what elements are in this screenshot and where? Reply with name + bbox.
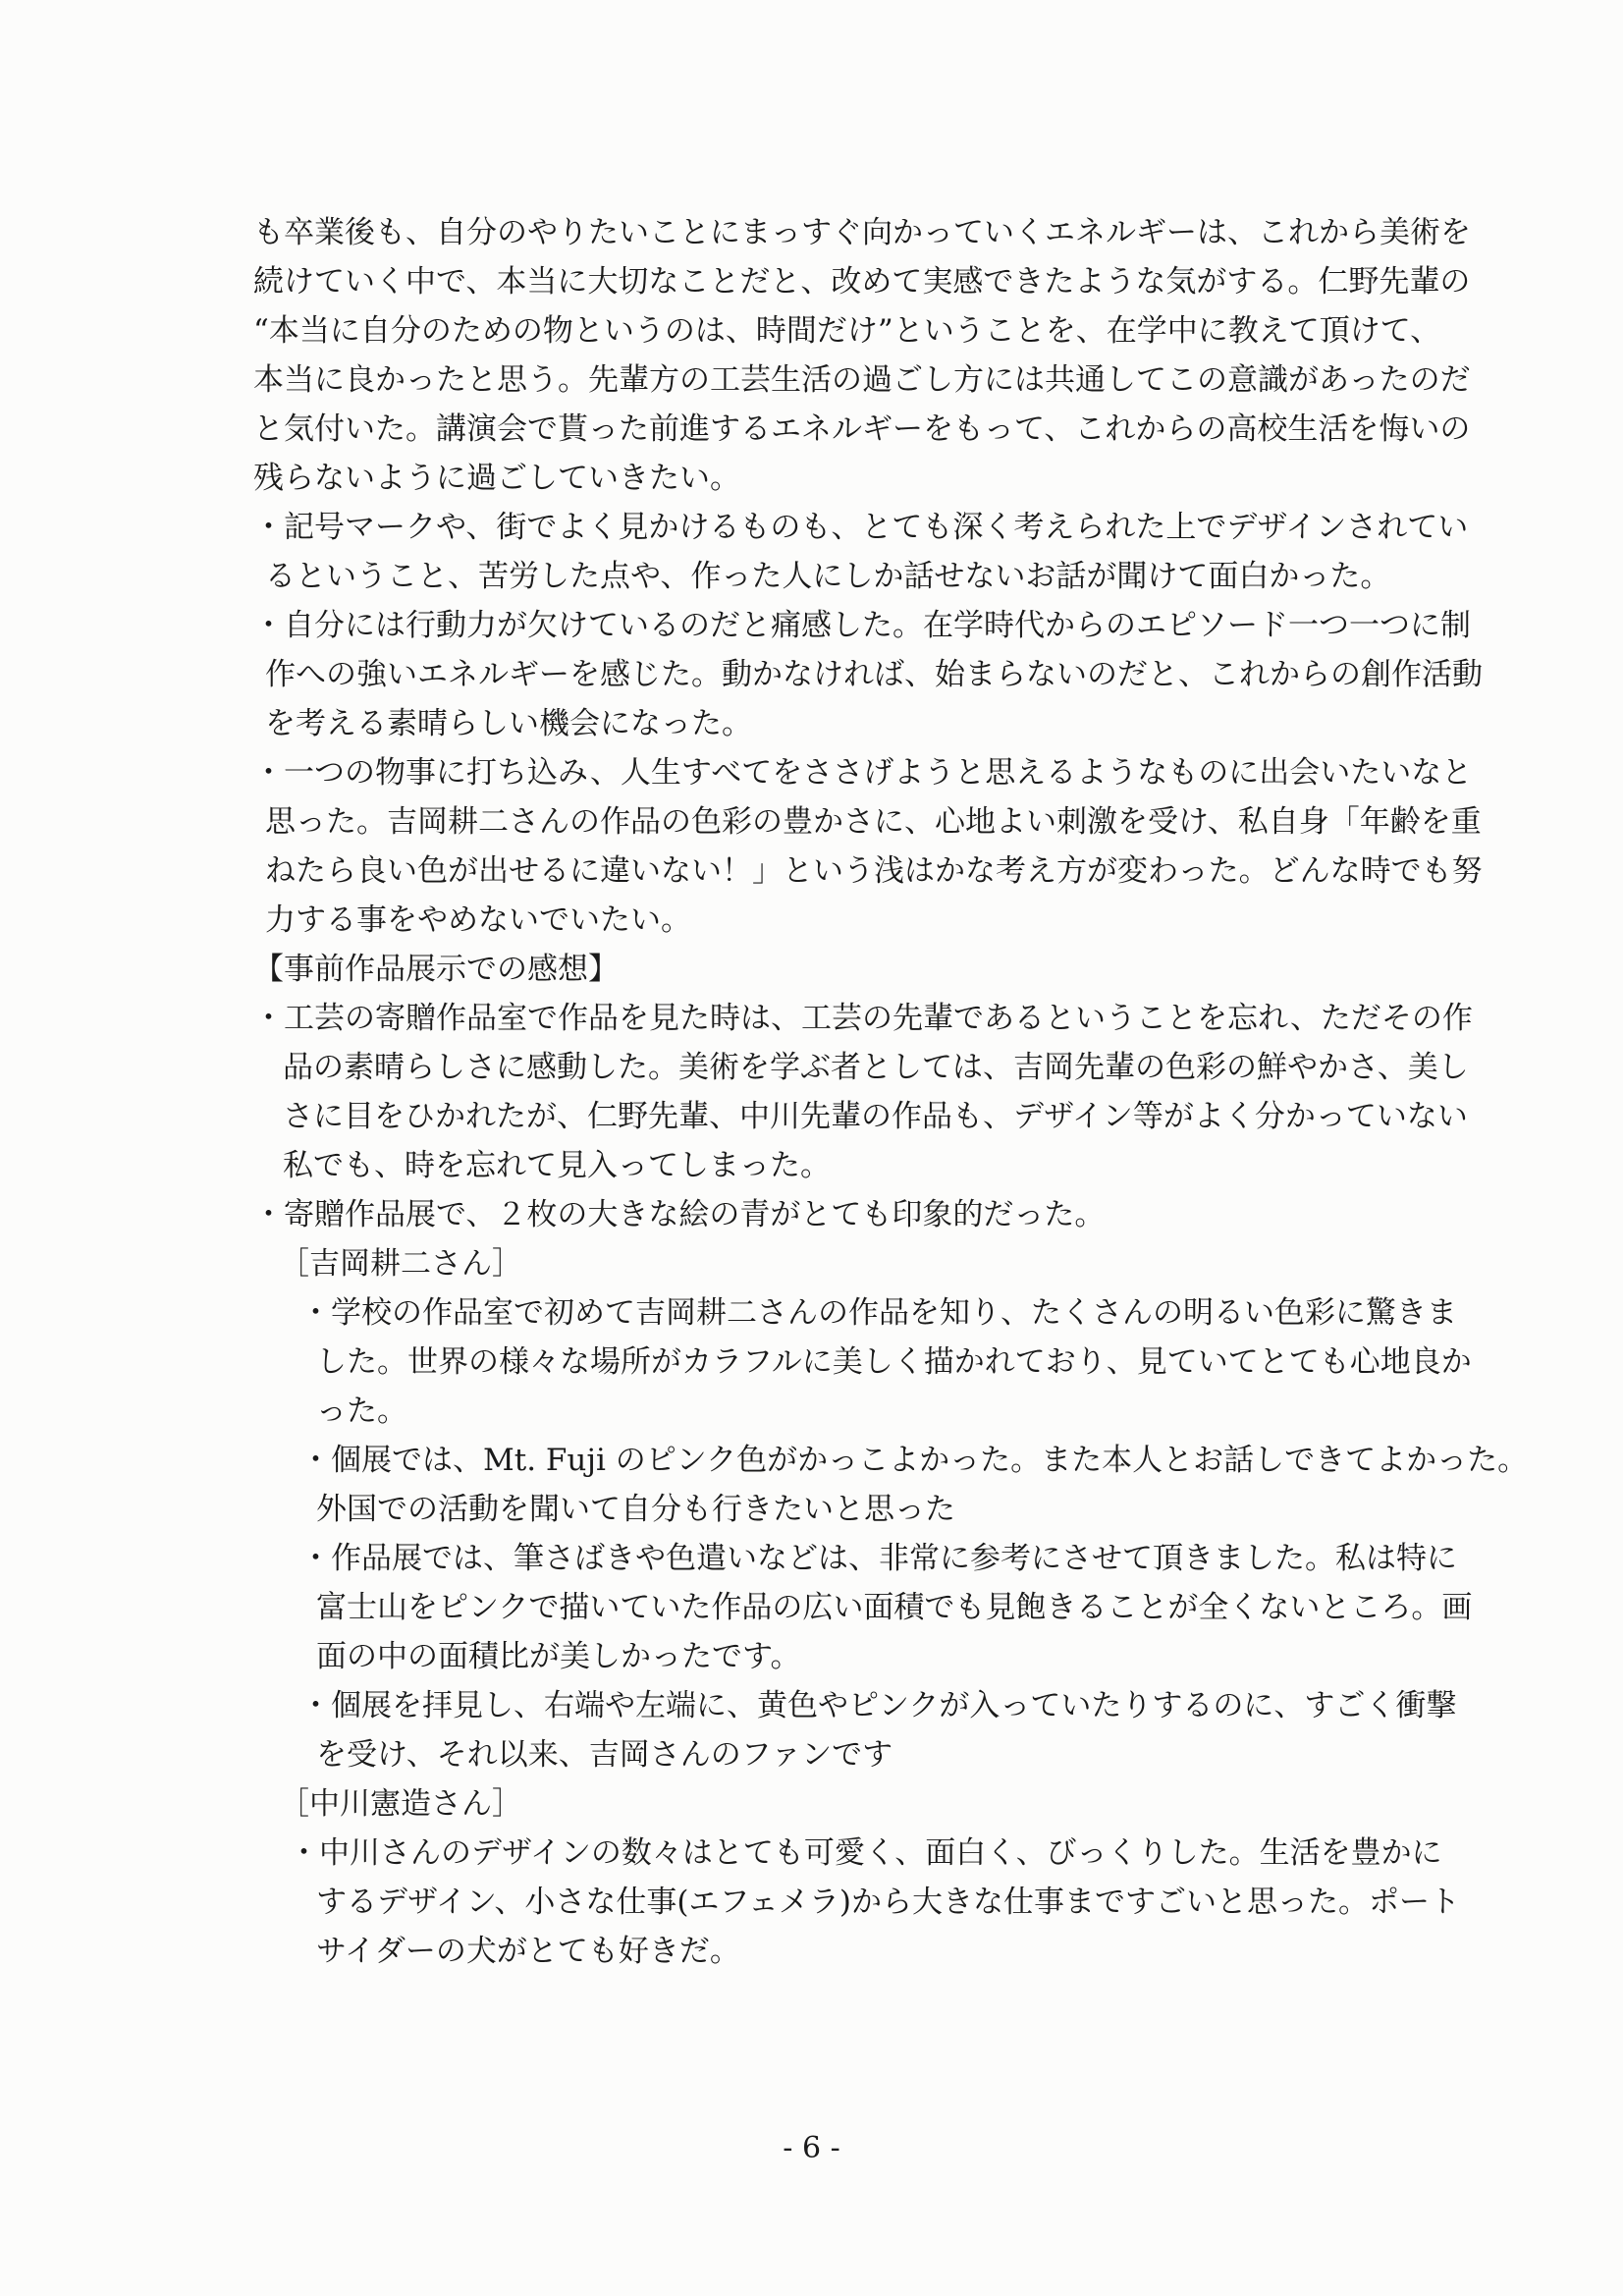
bullet-line: ・自分には行動力が欠けているのだと痛感した。在学時代からのエピソード一つ一つに制 (253, 608, 1471, 643)
text-line: 富士山をピンクで描いていた作品の広い面積でも見飽きることが全くないところ。画 (316, 1590, 1473, 1625)
text-line: “本当に自分のための物というのは、時間だけ”ということを、在学中に教えて頂けて、 (253, 313, 1441, 349)
bullet-line: ・工芸の寄贈作品室で作品を見た時は、工芸の先輩であるということを忘れ、ただその作 (253, 1001, 1473, 1036)
bullet-line: ・記号マークや、街でよく見かけるものも、とても深く考えられた上でデザインされてい (253, 510, 1469, 545)
text-line: った。 (316, 1394, 407, 1429)
text-line: 品の素晴らしさに感動した。美術を学ぶ者としては、吉岡先輩の色彩の鮮やかさ、美し (283, 1050, 1469, 1085)
text-line: るということ、苦労した点や、作った人にしか話せないお話が聞けて面白かった。 (265, 559, 1391, 594)
body-text (253, 208, 1529, 1976)
subsection-heading: ［中川憲造さん］ (279, 1786, 522, 1822)
text-line: サイダーの犬がとても好きだ。 (316, 1934, 740, 1969)
text-line: と気付いた。講演会で貰った前進するエネルギーをもって、これからの高校生活を悔いの (253, 411, 1471, 447)
text-line: 思った。吉岡耕二さんの作品の色彩の豊かさに、心地よい刺激を受け、私自身「年齢を重 (265, 804, 1482, 840)
bullet-line: ・寄贈作品展で、２枚の大きな絵の青がとても印象的だった。 (253, 1197, 1106, 1232)
text-line: 残らないように過ごしていきたい。 (253, 461, 740, 496)
subsection-heading: ［吉岡耕二さん］ (279, 1246, 522, 1282)
text-line: 外国での活動を聞いて自分も行きたいと思った (316, 1492, 955, 1527)
text-line: 力する事をやめないでいたい。 (265, 902, 691, 938)
text-line: 面の中の面積比が美しかったです。 (316, 1639, 801, 1674)
text-line: さに目をひかれたが、仁野先輩、中川先輩の作品も、デザイン等がよく分かっていない (283, 1099, 1468, 1134)
text-line: を考える素晴らしい機会になった。 (265, 706, 752, 741)
bullet-line: ・中川さんのデザインの数々はとても可愛く、面白く、びっくりした。生活を豊かに (289, 1835, 1442, 1871)
text-line: 私でも、時を忘れて見入ってしまった。 (283, 1148, 831, 1183)
text-line: 作への強いエネルギーを感じた。動かなければ、始まらないのだと、これからの創作活動 (265, 657, 1483, 692)
text-line: するデザイン、小さな仕事(エフェメラ)から大きな仕事まですごいと思った。ポート (316, 1885, 1460, 1920)
text-line: ねたら良い色が出せるに違いない！」という浅はかな考え方が変わった。どんな時でも努 (265, 853, 1483, 889)
text-line: 本当に良かったと思う。先輩方の工芸生活の過ごし方には共通してこの意識があったのだ (253, 362, 1471, 398)
text-line: 続けていく中で、本当に大切なことだと、改めて実感できたような気がする。仁野先輩の (253, 264, 1471, 300)
bullet-line: ・個展では、Mt. Fuji のピンク色がかっこよかった。また本人とお話しできてよかった。 (300, 1443, 1529, 1478)
page-number: - 6 - (783, 2131, 840, 2165)
bullet-line: ・一つの物事に打ち込み、人生すべてをささげようと思えるようなものに出会いたいなと (253, 755, 1473, 791)
text-line: した。世界の様々な場所がカラフルに美しく描かれており、見ていてとても心地良か (316, 1344, 1472, 1380)
bullet-line: ・作品展では、筆さばきや色遣いなどは、非常に参考にさせて頂きました。私は特に (300, 1541, 1457, 1576)
section-heading: 【事前作品展示での感想】 (253, 952, 619, 987)
bullet-line: ・個展を拝見し、右端や左端に、黄色やピンクが入っていたりするのに、すごく衝撃 (300, 1688, 1457, 1723)
bullet-line: ・学校の作品室で初めて吉岡耕二さんの作品を知り、たくさんの明るい色彩に驚きま (300, 1295, 1457, 1331)
text-line: を受け、それ以来、吉岡さんのファンです (316, 1737, 893, 1773)
text-line: も卒業後も、自分のやりたいことにまっすぐ向かっていくエネルギーは、これから美術を (253, 215, 1471, 250)
